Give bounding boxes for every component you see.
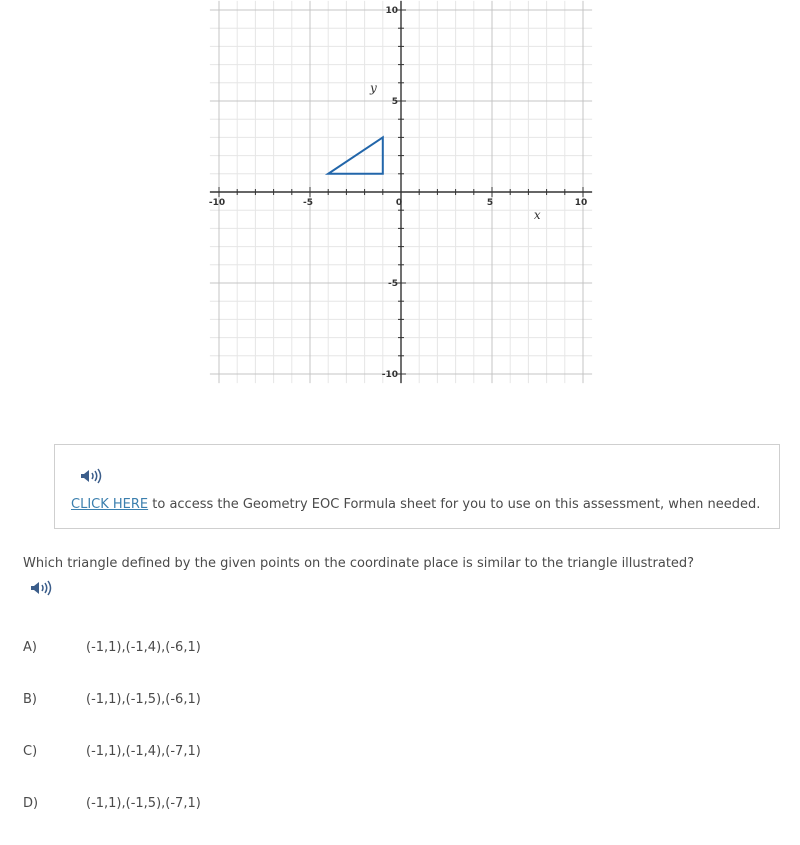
speaker-icon[interactable] — [30, 580, 52, 596]
coordinate-graph — [0, 0, 800, 400]
formula-sheet-text — [71, 497, 760, 512]
speaker-icon[interactable] — [80, 468, 102, 484]
y-tick-label: -5 — [388, 279, 398, 289]
tick-labels — [209, 6, 587, 380]
choice-letter: A) — [23, 640, 37, 655]
formula-sheet-description: to access the Geometry EOC Formula sheet for you to use on this assessment, when needed. — [148, 497, 761, 512]
y-axis-label: y — [370, 80, 377, 95]
choice-text: (-1,1),(-1,4),(-7,1) — [86, 744, 201, 759]
x-tick-label: 5 — [486, 198, 494, 208]
formula-sheet-box — [54, 444, 780, 529]
choice-letter: D) — [23, 796, 39, 811]
choice-letter: B) — [23, 692, 37, 707]
x-tick-label: -5 — [303, 198, 313, 208]
axes — [210, 1, 592, 383]
choice-text: (-1,1),(-1,4),(-6,1) — [86, 640, 201, 655]
choice-letter: C) — [23, 744, 38, 759]
y-tick-label: 5 — [391, 97, 398, 107]
question-text: Which triangle defined by the given points on the coordinate place is similar to the triangle illustrated? — [23, 556, 695, 571]
x-tick-label: 10 — [574, 198, 588, 208]
x-axis-label: x — [533, 208, 541, 222]
choice-text: (-1,1),(-1,5),(-7,1) — [86, 796, 201, 811]
y-tick-label: -10 — [381, 370, 398, 380]
x-tick-label: -10 — [208, 198, 226, 208]
click-here-link[interactable]: CLICK HERE — [71, 497, 149, 512]
choice-text: (-1,1),(-1,5),(-6,1) — [86, 692, 201, 707]
y-tick-label: 10 — [385, 6, 398, 16]
x-tick-label: 0 — [395, 198, 403, 208]
